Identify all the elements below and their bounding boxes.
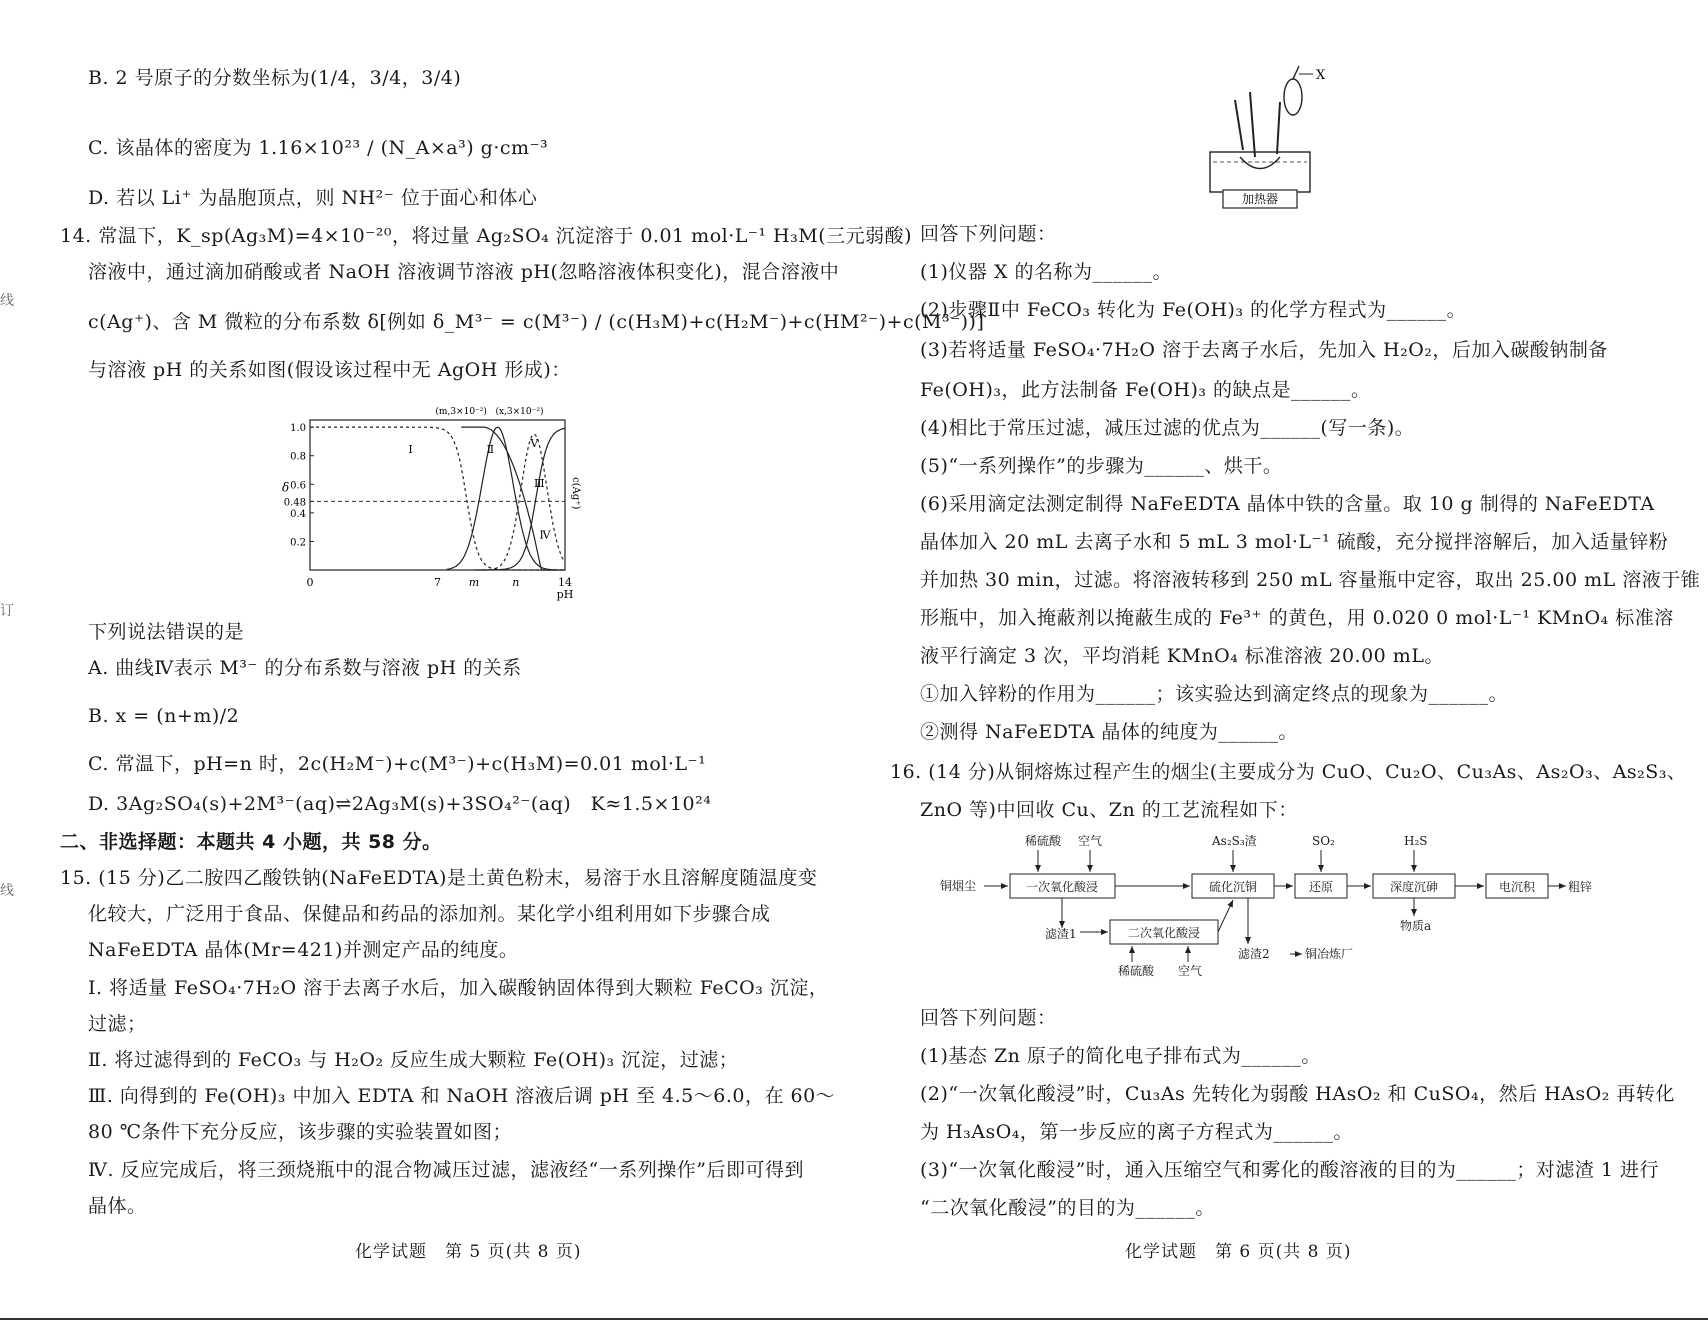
q13-option-c: C. 该晶体的密度为 1.16×10²³ / (N_A×a³) g·cm⁻³ <box>88 137 549 159</box>
flow-reagent-so2: SO₂ <box>1312 834 1335 848</box>
chart-curve-label-1: Ⅱ <box>486 442 495 456</box>
q15-part-6-sub1: ①加入锌粉的作用为______；该实验达到滴定终点的现象为______。 <box>920 683 1509 705</box>
page-bottom-rule <box>0 1318 1708 1320</box>
flow-box-cu-sulfide-label: 硫化沉铜 <box>1208 880 1258 894</box>
q13-option-b: B. 2 号原子的分数坐标为(1/4，3/4，3/4) <box>88 67 462 89</box>
flow-box-reduce-label: 还原 <box>1308 880 1334 894</box>
chart-y-tick-1: 0.4 <box>290 508 306 520</box>
q15-part-6-l3: 并加热 30 min，过滤。将溶液转移到 250 mL 容量瓶中定容，取出 25.00 mL 溶液于锥 <box>920 569 1701 591</box>
q14-stem-4: 与溶液 pH 的关系如图(假设该过程中无 AgOH 形成)： <box>88 359 571 381</box>
binding-mark-1: 线 <box>0 293 14 309</box>
q16-part-2-cont: 为 H₃AsO₄，第一步反应的离子方程式为______。 <box>920 1121 1353 1143</box>
chart-y-tick-4: 0.8 <box>290 451 306 463</box>
chart-x-tick-1: 7 <box>434 576 441 589</box>
stirrer <box>1235 100 1243 150</box>
flow-reagent-acid-2: 稀硫酸 <box>1118 964 1155 978</box>
binding-mark-2: 订 <box>0 603 14 619</box>
q15-stem-1: 15. (15 分)乙二胺四乙酸铁钠(NaFeEDTA)是土黄色粉末，易溶于水且溶解度随温度变 <box>60 867 818 889</box>
q15-part-3: (3)若将适量 FeSO₄·7H₂O 溶于去离子水后，先加入 H₂O₂，后加入碳酸钠制备 <box>920 339 1608 361</box>
apparatus-figure <box>1195 62 1355 212</box>
q14-option-b: B. x = (n+m)/2 <box>88 705 240 727</box>
chart-annotation-m: (m,3×10⁻²) <box>435 407 487 417</box>
chart-curve-label-2: Ⅲ <box>534 477 545 491</box>
chart-curve-label-0: Ⅰ <box>408 442 413 456</box>
flask-neck <box>1277 102 1280 154</box>
binding-mark-3: 线 <box>0 883 14 899</box>
flow-reagent-acid: 稀硫酸 <box>1025 834 1062 848</box>
chart-curve-label-4: Ⅴ <box>530 437 539 451</box>
q15-step-2: Ⅱ. 将过滤得到的 FeCO₃ 与 H₂O₂ 反应生成大颗粒 Fe(OH)₃ 沉淀，过滤； <box>88 1049 739 1071</box>
process-flow-diagram <box>940 830 1610 990</box>
q15-part-6: (6)采用滴定法测定制得 NaFeEDTA 晶体中铁的含量。取 10 g 制得的 NaFeEDTA <box>920 493 1655 515</box>
chart-y-axis-label: δ <box>282 480 290 495</box>
chart-curve-II <box>447 427 556 570</box>
q15-step-4: Ⅳ. 反应完成后，将三颈烧瓶中的混合物减压过滤，滤液经“一系列操作”后即可得到 <box>88 1159 804 1181</box>
q15-part-6-l2: 晶体加入 20 mL 去离子水和 5 mL 3 mol·L⁻¹ 硫酸，充分搅拌溶解后，加入适量锌粉 <box>920 531 1669 553</box>
flow-box-deep-as-label: 深度沉砷 <box>1389 880 1439 894</box>
q15-stem-3: NaFeEDTA 晶体(Mr=421)并测定产品的纯度。 <box>88 939 519 961</box>
page-footer-left: 化学试题 第 5 页(共 8 页) <box>355 1242 582 1262</box>
q13-option-d: D. 若以 Li⁺ 为晶胞顶点，则 NH²⁻ 位于面心和体心 <box>88 187 538 209</box>
q15-part-4: (4)相比于常压过滤，减压过滤的优点为______(写一条)。 <box>920 417 1415 439</box>
q15-stem-2: 化较大，广泛用于食品、保健品和药品的添加剂。某化学小组利用如下步骤合成 <box>88 903 771 925</box>
heater-label: 加热器 <box>1241 192 1279 206</box>
q14-stem-2: 溶液中，通过滴加硝酸或者 NaOH 溶液调节溶液 pH(忽略溶液体积变化)，混合溶液中 <box>88 261 840 283</box>
flow-input-label: 铜烟尘 <box>940 879 977 893</box>
flow-substance-a: 物质a <box>1400 919 1432 933</box>
thermometer <box>1250 92 1255 157</box>
q16-stem-2: ZnO 等)中回收 Cu、Zn 的工艺流程如下： <box>920 799 1298 821</box>
flow-box-second-leach-label: 二次氧化酸浸 <box>1127 926 1201 940</box>
q15-step-1-cont: 过滤； <box>88 1013 147 1035</box>
water-bath <box>1210 152 1310 192</box>
chart-y-tick-5: 1.0 <box>290 423 306 435</box>
q16-part-3: (3)“一次氧化酸浸”时，通入压缩空气和雾化的酸溶液的目的为______；对滤渣 1 进行 <box>920 1159 1660 1181</box>
q16-stem-1: 16. (14 分)从铜熔炼过程产生的烟尘(主要成分为 CuO、Cu₂O、Cu₃As、As₂O₃、As₂S₃、 <box>890 761 1687 783</box>
flow-box-first-leach-label: 一次氧化酸浸 <box>1025 880 1099 894</box>
q15-part-3-cont: Fe(OH)₃，此方法制备 Fe(OH)₃ 的缺点是______。 <box>920 379 1371 401</box>
q15-part-2: (2)步骤Ⅱ中 FeCO₃ 转化为 Fe(OH)₃ 的化学方程式为______。 <box>920 299 1467 321</box>
q16-part-2: (2)“一次氧化酸浸”时，Cu₃As 先转化为弱酸 HAsO₂ 和 CuSO₄，然后 HAsO₂ 再转化 <box>920 1083 1675 1105</box>
q15-step-3: Ⅲ. 向得到的 Fe(OH)₃ 中加入 EDTA 和 NaOH 溶液后调 pH 至 4.5～6.0，在 60～ <box>88 1085 836 1107</box>
chart-curve-label-3: Ⅳ <box>539 528 551 542</box>
flask-body <box>1240 157 1280 169</box>
q14-option-c: C. 常温下，pH=n 时，2c(H₂M⁻)+c(M³⁻)+c(H₃M)=0.01 mol·L⁻¹ <box>88 753 707 775</box>
chart-x-tick-3: n <box>512 576 520 589</box>
chart-curve-I <box>310 427 565 570</box>
flow-residue-1: 滤渣1 <box>1045 927 1077 941</box>
q16-part-3-cont: “二次氧化酸浸”的目的为______。 <box>920 1197 1215 1219</box>
q16-answer-heading: 回答下列问题： <box>920 1007 1057 1029</box>
flow-residue-2: 滤渣2 <box>1238 947 1270 961</box>
q15-step-1: Ⅰ. 将适量 FeSO₄·7H₂O 溶于去离子水后，加入碳酸钠固体得到大颗粒 FeCO₃ 沉淀， <box>88 977 829 999</box>
section-two-heading: 二、非选择题：本题共 4 小题，共 58 分。 <box>60 831 442 853</box>
q14-option-d: D. 3Ag₂SO₄(s)+2M³⁻(aq)⇌2Ag₃M(s)+3SO₄²⁻(aq) K≈1.5×10²⁴ <box>88 793 712 815</box>
flow-reagent-air: 空气 <box>1078 834 1103 848</box>
q15-part-1: (1)仪器 X 的名称为______。 <box>920 261 1173 283</box>
chart-x-tick-2: m <box>468 576 480 589</box>
chart-annotation-x: (x,3×10⁻²) <box>495 407 544 417</box>
chart-y-tick-0: 0.2 <box>290 537 306 549</box>
flow-reagent-h2s: H₂S <box>1404 834 1428 848</box>
q16-part-1: (1)基态 Zn 原子的简化电子排布式为______。 <box>920 1045 1321 1067</box>
chart-x-tick-0: 0 <box>306 576 314 589</box>
q14-prompt: 下列说法错误的是 <box>88 621 245 643</box>
q15-part-6-l4: 形瓶中，加入掩蔽剂以掩蔽生成的 Fe³⁺ 的黄色，用 0.020 0 mol·L⁻¹ KMnO₄ 标准溶 <box>920 607 1674 629</box>
q14-option-a: A. 曲线Ⅳ表示 M³⁻ 的分布系数与溶液 pH 的关系 <box>88 657 522 679</box>
flow-smelter: 铜冶炼厂 <box>1305 947 1354 961</box>
flow-output-label: 粗锌 <box>1568 880 1593 894</box>
q15-part-6-sub2: ②测得 NaFeEDTA 晶体的纯度为______。 <box>920 721 1298 743</box>
q14-stem-1: 14. 常温下，K_sp(Ag₃M)=4×10⁻²⁰，将过量 Ag₂SO₄ 沉淀溶于 0.01 mol·L⁻¹ H₃M(三元弱酸) <box>60 225 913 247</box>
flow-reagent-air-2: 空气 <box>1178 964 1203 978</box>
q14-stem-3: c(Ag⁺)、含 M 微粒的分布系数 δ[例如 δ_M³⁻ = c(M³⁻) / (c(H₃M)+c(H₂M⁻)+c(HM²⁻)+c(M³⁻))] <box>88 311 985 333</box>
chart-y-tick-3: 0.6 <box>290 480 306 492</box>
page-footer-right: 化学试题 第 6 页(共 8 页) <box>1125 1242 1352 1262</box>
distribution-chart <box>270 400 610 610</box>
chart-y-tick-2: 0.48 <box>283 497 306 509</box>
chart-curve-III <box>483 434 565 570</box>
q15-part-6-l5: 液平行滴定 3 次，平均消耗 KMnO₄ 标准溶液 20.00 mL。 <box>920 645 1444 667</box>
flow-reagent-as2s3: As₂S₃渣 <box>1212 834 1257 848</box>
q15-step-3-cont: 80 ℃条件下充分反应，该步骤的实验装置如图； <box>88 1121 512 1143</box>
chart-x-axis-label: pH <box>556 588 574 601</box>
q15-step-4-cont: 晶体。 <box>88 1195 147 1217</box>
chart-y-right-label: c(Ag⁺) <box>570 477 581 510</box>
apparatus-x-label: X <box>1316 68 1326 83</box>
q15-part-5: (5)“一系列操作”的步骤为______、烘干。 <box>920 455 1283 477</box>
chart-x-tick-4: 14 <box>558 576 572 589</box>
dropping-funnel <box>1284 79 1302 115</box>
flow-box-electro-label: 电沉积 <box>1498 880 1536 894</box>
q15-answer-heading: 回答下列问题： <box>920 223 1057 245</box>
